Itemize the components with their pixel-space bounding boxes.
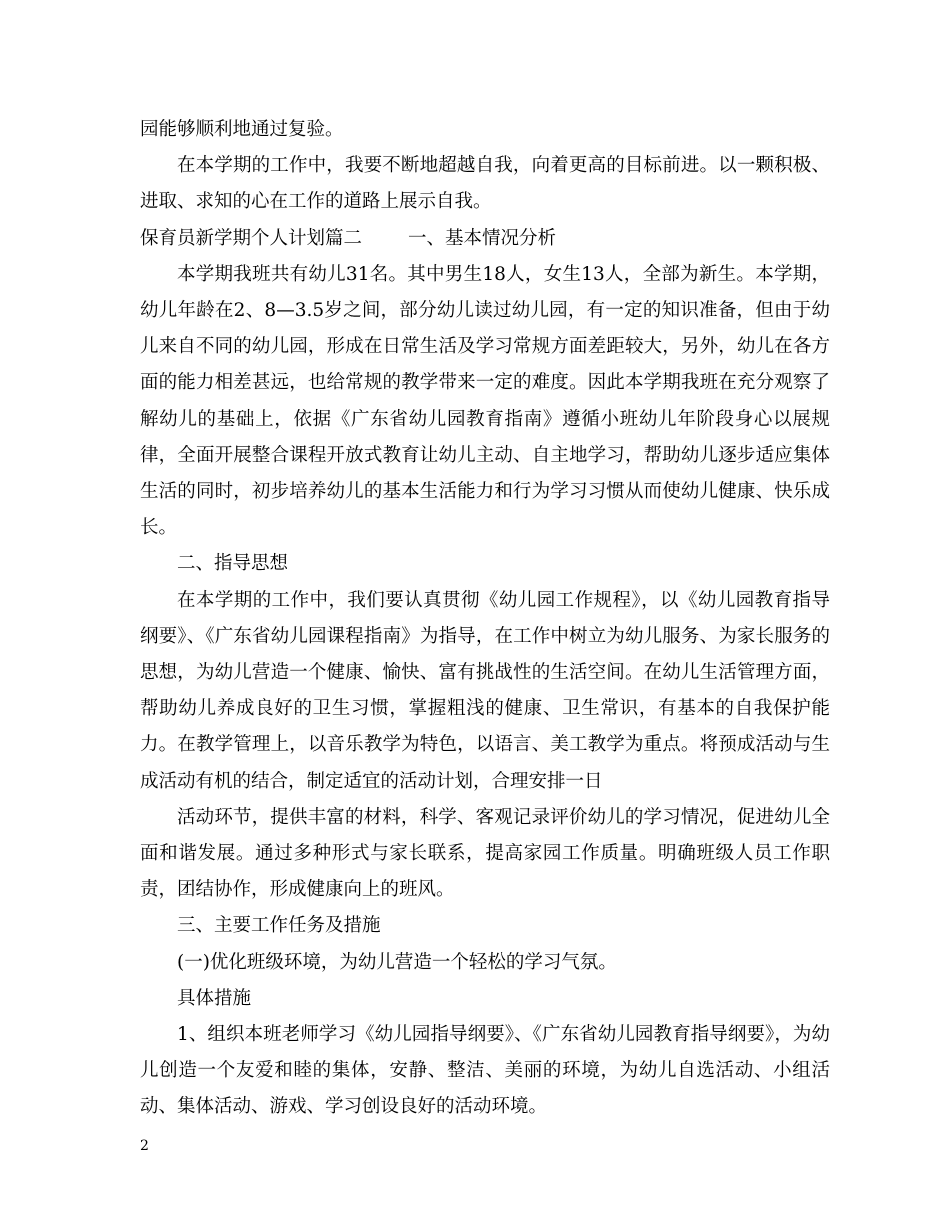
section-heading: 三、主要工作任务及措施 bbox=[177, 915, 381, 937]
subsection-heading: (一)优化班级环境，为幼儿营造一个轻松的学习气氛。 bbox=[177, 951, 617, 973]
paragraph: 本学期我班共有幼儿31名。其中男生18人，女生13人，全部为新生。本学期，幼儿年龄在2、8—3.5岁之间，部分幼儿读过幼儿园，有一定的知识准备，但由于幼儿来自不同的幼儿园，形成在日常生活及学习常规方面差距较大，另外，幼儿在各方面的能力相差甚远，也给常规的教学带来一定的难度。因此本学期我班在充分观察了解幼儿的基础上，依据《广东省幼儿园教育指南》遵循小班幼儿年阶段身心以展规律，全面开展整合课程开放式教育让幼儿主动、自主地学习，帮助幼儿逐步适应集体生活的同时，初步培养幼儿的基本生活能力和行为学习习惯从而使幼儿健康、快乐成长。 bbox=[140, 263, 830, 539]
document-body bbox=[140, 112, 830, 1126]
subsection-heading: 具体措施 bbox=[177, 987, 252, 1009]
paragraph: 园能够顺利地通过复验。 bbox=[140, 119, 344, 140]
section-heading: 二、指导思想 bbox=[177, 553, 289, 575]
article-title: 保育员新学期个人计划篇二 bbox=[140, 227, 363, 249]
page-number: 2 bbox=[140, 1138, 149, 1154]
paragraph: 在本学期的工作中，我们要认真贯彻《幼儿园工作规程》，以《幼儿园教育指导纲要》、《广东省幼儿园课程指南》为指导，在工作中树立为幼儿服务、为家长服务的思想，为幼儿营造一个健康、愉快、富有挑战性的生活空间。在幼儿生活管理方面，帮助幼儿养成良好的卫生习惯，掌握粗浅的健康、卫生常识，有基本的自我保护能力。在教学管理上，以音乐教学为特色，以语言、美工教学为重点。将预成活动与生成活动有机的结合，制定适宜的活动计划，合理安排一日 bbox=[140, 589, 830, 792]
section-heading: 一、基本情况分析 bbox=[408, 227, 557, 249]
paragraph: 在本学期的工作中，我要不断地超越自我，向着更高的目标前进。以一颗积极、进取、求知的心在工作的道路上展示自我。 bbox=[140, 155, 830, 213]
paragraph: 1、组织本班老师学习《幼儿园指导纲要》、《广东省幼儿园教育指导纲要》，为幼儿创造一个友爱和睦的集体，安静、整洁、美丽的环境，为幼儿自选活动、小组活动、集体活动、游戏、学习创设良好的活动环境。 bbox=[140, 1024, 830, 1118]
article-heading-line bbox=[140, 221, 830, 257]
paragraph: 活动环节，提供丰富的材料，科学、客观记录评价幼儿的学习情况，促进幼儿全面和谐发展。通过多种形式与家长联系，提高家园工作质量。明确班级人员工作职责，团结协作，形成健康向上的班风。 bbox=[140, 806, 830, 901]
